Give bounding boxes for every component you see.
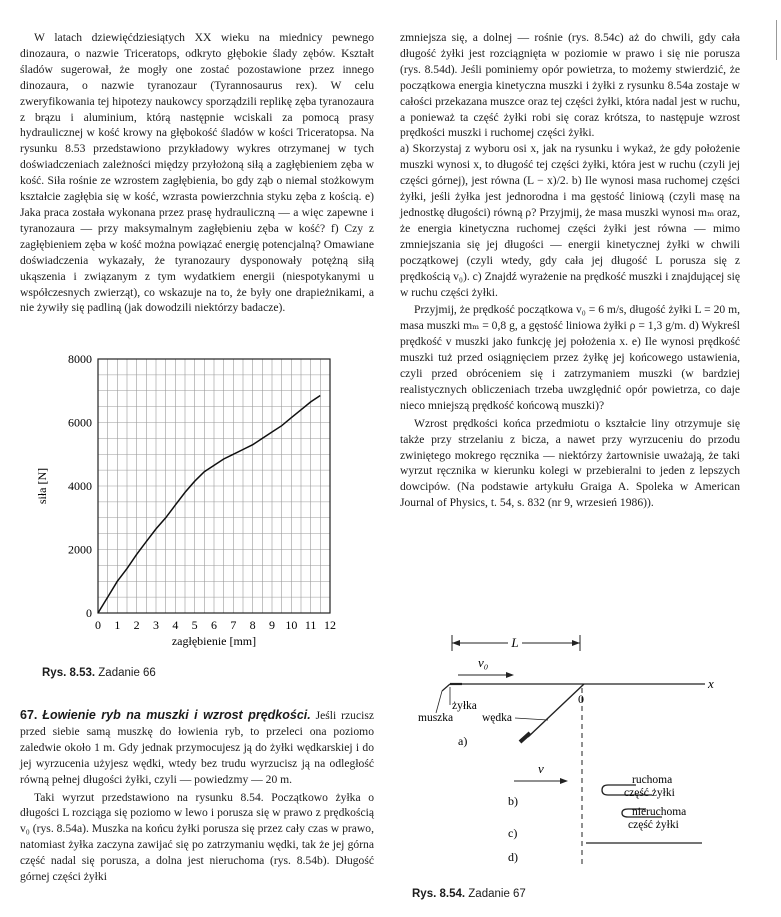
chart-ticks xyxy=(68,355,336,632)
panel-c-label: c) xyxy=(508,826,518,840)
x-tick-label: 10 xyxy=(285,618,298,632)
paragraph-whip: Wzrost prędkości końca przedmiotu o kształcie liny otrzymuje się także przy strzelaniu z bicza, a nawet przy wyrzuceniu do przodu zwiniętego mokrego ręcznika — niektórzy żartownisie uważają, że taki wyrzut ręcznika w kierunku kolegi w przebieralni to jeden z lepszych dowcipów. (Na podstawie artykułu Graiga A. Spoleka w American Journal of Physics, t. 54, s. 832 (nr 9, wrzesień 1986)). xyxy=(400,416,740,510)
right-column xyxy=(400,30,740,511)
muszka-leader xyxy=(436,691,442,713)
fishing-line-diagram xyxy=(400,625,760,870)
nieruchoma-label-1: nieruchoma xyxy=(632,806,687,818)
x-tick-label: 8 xyxy=(249,618,256,632)
x-tick-label: 4 xyxy=(172,618,179,632)
muszka-label: muszka xyxy=(418,712,454,724)
caption-text: Zadanie 66 xyxy=(98,667,156,679)
L-label: L xyxy=(511,635,519,650)
paragraph-throw: Taki wyrzut przedstawiono na rysunku 8.54. Początkowo żyłka o długości L rozciąga się poziomo w lewo i porusza się w prawo z prędkością v₀ (rys. 8.54a). Muszka na końcu żyłki porusza się przez cały czas w prawo, natomiast żyłka zaczyna zawijać się po zatrzymaniu wędki, tak że jej górna część nadal się porusza, a dolna jest nieruchoma (rys. 8.54b). Długość górnej części żyłki xyxy=(20,790,374,884)
left-column xyxy=(20,30,374,316)
x-tick-label: 3 xyxy=(153,618,159,632)
x-tick-label: 7 xyxy=(230,618,237,632)
wedka-leader xyxy=(515,718,548,720)
v-arrow-head xyxy=(560,778,568,784)
chart-grid xyxy=(98,359,330,613)
x-axis-label: x xyxy=(708,676,714,691)
chart-x-axis-label: zagłębienie [mm] xyxy=(171,634,257,648)
x-tick-label: 12 xyxy=(324,618,336,632)
chart-y-axis-label: siła [N] xyxy=(35,467,49,505)
figure-caption-8-53 xyxy=(42,667,156,679)
dimension-arrow-left xyxy=(452,640,460,646)
force-depth-chart xyxy=(20,355,370,680)
ruchoma-label-1: ruchoma xyxy=(632,774,673,786)
x-tick-label: 2 xyxy=(133,618,140,632)
paragraph-questions-de: Przyjmij, że prędkość początkowa v₀ = 6 m/s, długość żyłki L = 20 m, masa muszki mₘ = 0,8 g, a gęstość liniowa żyłki ρ = 1,3 g/m. d) Wykreśl prędkość v muszki jako funkcję jej położenia x. e) Ile wynosi prędkość muszki tuż przed osiągnięciem przez żyłkę jej końcowego ustawienia, czyli przed obróceniem się i zatrzymaniem muszki (w bardziej realistycznych obliczeniach trzeba uwzględnić opór powietrza, co daje nieco mniejszą prędkość końcową muszki)? xyxy=(400,303,740,412)
wedka-label: wędka xyxy=(482,712,513,724)
task-title: Łowienie ryb na muszki i wzrost prędkości. xyxy=(42,708,311,722)
v-label: v xyxy=(538,761,544,776)
paragraph-energy: zmniejsza się, a dolnej — rośnie (rys. 8.54c) aż do chwili, gdy cała długość żyłki jest rozciągnięta w poziomie w prawo i się nie porusza (rys. 8.54d). Jeśli pominiemy opór powietrza, to możemy stwierdzić, że początkowa energia kinetyczna muszki i żyłki z rysunku 8.54a zostaje w całości przekazana muszce oraz tej części żyłki, która nadal jest w ruchu, a ponieważ ta część żyłki robi się coraz krótsza, to następuje wzrost prędkości muszki i ruchomej części żyłki. xyxy=(400,31,740,140)
y-tick-label: 4000 xyxy=(68,479,92,493)
y-tick-label: 8000 xyxy=(68,355,92,366)
nieruchoma-label-2: część żyłki xyxy=(628,819,679,831)
figure-caption-8-54 xyxy=(412,888,526,900)
origin-label: 0 xyxy=(578,692,584,706)
rod-handle xyxy=(520,733,530,742)
x-tick-label: 6 xyxy=(211,618,217,632)
muszka-mark xyxy=(442,684,450,691)
zylka-label: żyłka xyxy=(452,700,477,712)
x-tick-label: 1 xyxy=(114,618,121,632)
y-tick-label: 0 xyxy=(86,606,92,620)
x-tick-label: 11 xyxy=(304,618,317,632)
task-number: 67. xyxy=(20,708,38,722)
panel-a-label: a) xyxy=(458,734,468,748)
paragraph-task-67 xyxy=(20,708,374,788)
panel-b-label: b) xyxy=(508,794,518,808)
y-tick-label: 6000 xyxy=(68,415,92,430)
x-tick-label: 9 xyxy=(269,618,275,632)
v0-label: v₀ xyxy=(478,655,489,670)
ruchoma-label-2: część żyłki xyxy=(624,787,675,799)
y-tick-label: 2000 xyxy=(68,542,92,557)
left-column-bottom xyxy=(20,708,374,885)
rod-line xyxy=(528,684,584,737)
caption-text: Zadanie 67 xyxy=(468,888,526,900)
dimension-arrow-right xyxy=(572,640,580,646)
paragraph-questions-abc: a) Skorzystaj z wyboru osi x, jak na rysunku i wykaż, że gdy położenie muszki wynosi x, to długość tej części żyłki, która jest w ruchu (czyli jej części górnej), jest równa (L − x)/2. b) Ile wynosi masa ruchomej części żyłki, jeśli żyłka jest jednorodna i ma gęstość liniową (czyli masę na jednostkę długości) równą ρ? Przyjmij, że masa muszki wynosi mₘ oraz, że energia kinetyczna ruchomej części żyłki jest równa — mimo zmniejszania się jej długości — energii kinetycznej żyłki w chwili początkowej (czyli wtedy, gdy cała jej długość L porusza się z prędkością v₀). c) Znajdź wyrażenie na prędkość muszki i znajdującej się w ruchu części żyłki. xyxy=(400,142,740,299)
series-line xyxy=(98,396,320,614)
v0-arrow-head xyxy=(506,672,514,678)
caption-label: Rys. 8.53. xyxy=(42,667,96,679)
paragraph-triceratops: W latach dziewięćdziesiątych XX wieku na miednicy pewnego dinozaura, o nazwie Triceratops, odkryto głębokie ślady zębów. Kształt śladów sugerował, że mogły one zostać pozostawione przez innego dinozaura, o nazwie tyranozaur (Tyrannosaurus rex). W celu zweryfikowania tej hipotezy naukowcy sporządzili replikę zęba tyranozaura z brązu i aluminium, którą następnie wciskali za pomocą prasy hydraulicznej w kość krowy na głębokość śladów w kości Triceratopsa. Na rysunku 8.53 przedstawiono przykładowy wykres otrzymanej w tych doświadczeniach zależności między przyłożoną siłą a zagłębieniem zęba w kość. Siła rośnie ze wzrostem zagłębienia, bo gdy ząb o niemal stożkowym kształcie zagłębia się w kość, wzrasta powierzchnia styku zęba z kością. e) Jaka praca została wykonana przez prasę hydrauliczną — a więc zapewne i tyranozaura — przy maksymalnym zagłębieniu zęba w kość? f) Czy z zagłębieniem zęba w kość można powiązać energię potencjalną? Omawiane doświadczenia wykazały, że tyranozaury dysponowały potężną siłą ukąszenia i związanym z tym wydatkiem energii (niespotykanymi u współczesnych zwierząt), co wskazuje na to, że były one drapieżnikami, a nie żywiły się padliną (jak dowodzili niektórzy badacze). xyxy=(20,31,374,315)
chart-series xyxy=(98,396,320,614)
caption-label: Rys. 8.54. xyxy=(412,888,466,900)
x-tick-label: 0 xyxy=(95,618,101,632)
x-tick-label: 5 xyxy=(191,618,198,632)
panel-d-label: d) xyxy=(508,850,518,864)
task-67-intro: Jeśli rzucisz przed siebie samą muszkę do łowienia ryb, to przeleci ona poziomo zaledwie około 1 m. Gdy jednak przymocujesz ją do żyłki wędkarskiej i do jej wyrzucenia użyjesz wędki, wtedy bez trudu wyrzucisz ją na odległość równą pełnej długości żyłki, czyli — powiedzmy — 20 m. xyxy=(20,709,374,786)
page-edge-mark xyxy=(776,20,777,60)
